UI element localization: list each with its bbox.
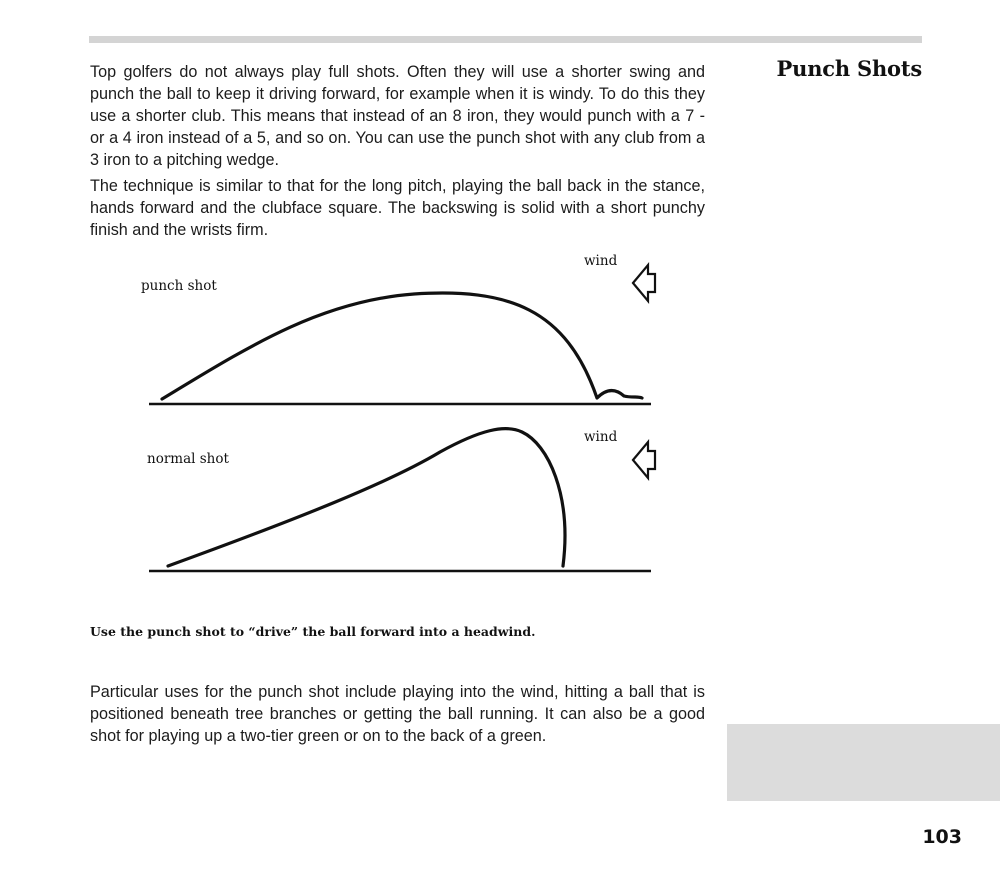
punch-shot-panel (141, 253, 655, 404)
page-number: 103 (922, 826, 962, 848)
normal-shot-panel (147, 429, 655, 571)
section-title: Punch Shots (776, 56, 922, 81)
wind-label-top: wind (584, 253, 618, 269)
normal-shot-trajectory (168, 429, 565, 566)
wind-label-bottom: wind (584, 429, 618, 445)
wind-arrow-icon-bottom (633, 442, 655, 478)
punch-shot-label: punch shot (141, 278, 217, 294)
normal-shot-label: normal shot (147, 451, 229, 467)
wind-arrow-icon-top (633, 265, 655, 301)
paragraph-intro: Top golfers do not always play full shots. Often they will use a shorter swing and punch the ball to keep it driving forward, for example when it is windy. To do this they use a shorter club. This means that instead of an 8 iron, they would punch with a 7 - or a 4 iron instead of a 5, and so on. You can use the punch shot with any club from a 3 iron to a pitching wedge. (90, 63, 705, 169)
paragraph-uses: Particular uses for the punch shot include playing into the wind, hitting a ball that is positioned beneath tree branches or getting the ball running. It can also be a good shot for playing up a two-tier green or on to the back of a green. (90, 683, 705, 745)
margin-grey-box (727, 724, 1000, 801)
punch-shot-trajectory (162, 293, 642, 399)
paragraph-technique: The technique is similar to that for the long pitch, playing the ball back in the stance, hands forward and the clubface square. The backswing is solid with a short punchy finish and the wrists firm. (90, 177, 705, 239)
figure-caption: Use the punch shot to “drive” the ball forward into a headwind. (90, 624, 536, 639)
